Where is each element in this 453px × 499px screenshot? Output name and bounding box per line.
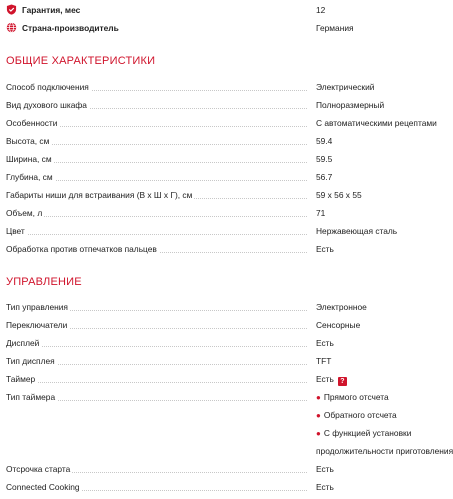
dotted-leader: [6, 346, 307, 347]
spec-row: [0, 222, 453, 240]
spec-row: [0, 96, 453, 114]
spec-label: Тип дисплея: [6, 352, 57, 370]
spec-row: [0, 334, 453, 352]
spec-label: Дисплей: [6, 334, 41, 352]
bullet-icon: ●: [316, 393, 321, 402]
spec-label: Гарантия, мес: [22, 1, 82, 19]
bullet-icon: ●: [316, 429, 321, 438]
spec-label: Отсрочка старта: [6, 460, 72, 478]
timer-option: ● Обратного отсчета: [316, 410, 397, 420]
spec-value: Есть: [316, 244, 334, 254]
spec-value-group: [316, 370, 347, 388]
spec-value: Электрический: [316, 82, 375, 92]
dotted-leader: [6, 382, 307, 383]
spec-row-warranty: [0, 1, 453, 19]
spec-label: Особенности: [6, 114, 59, 132]
spec-value: 59.4: [316, 136, 333, 146]
spec-label: Переключатели: [6, 316, 69, 334]
spec-row: [0, 460, 453, 478]
spec-label: Способ подключения: [6, 78, 91, 96]
bullet-icon: ●: [316, 411, 321, 420]
spec-value: Полноразмерный: [316, 100, 385, 110]
shield-check-icon: [6, 4, 17, 15]
spec-label: Глубина, см: [6, 168, 55, 186]
spec-value: 59.5: [316, 154, 333, 164]
spec-label: Высота, см: [6, 132, 51, 150]
spec-row: [0, 132, 453, 150]
spec-value: Сенсорные: [316, 320, 361, 330]
globe-icon: [6, 22, 17, 33]
spec-label: Таймер: [6, 370, 37, 388]
spec-value: Электронное: [316, 302, 367, 312]
spec-row: [0, 150, 453, 168]
spec-label: Ширина, см: [6, 150, 54, 168]
spec-value: 71: [316, 208, 326, 218]
spec-row: [0, 168, 453, 186]
spec-label: Тип таймера: [6, 388, 57, 406]
spec-value: TFT: [316, 356, 332, 366]
spec-value: С автоматическими рецептами: [316, 118, 437, 128]
spec-label: Обработка против отпечатков пальцев: [6, 240, 159, 258]
timer-option-continuation: продолжительности приготовления: [316, 446, 453, 456]
spec-row: [0, 114, 453, 132]
spec-value: Есть: [316, 464, 334, 474]
spec-row-timer: [0, 370, 453, 388]
spec-row: [0, 186, 453, 204]
spec-value: 56.7: [316, 172, 333, 182]
spec-label: Connected Cooking: [6, 478, 82, 496]
timer-option: ● С функцией установки: [316, 428, 412, 438]
section-heading-general: ОБЩИЕ ХАРАКТЕРИСТИКИ: [6, 55, 156, 67]
help-icon[interactable]: ?: [338, 377, 347, 386]
spec-label: Объем, л: [6, 204, 44, 222]
spec-row-timer-type: [0, 388, 453, 406]
spec-value: 59 x 56 x 55: [316, 190, 362, 200]
timer-option: ● Прямого отсчета: [316, 392, 389, 402]
dotted-leader: [6, 234, 307, 235]
spec-label: Тип управления: [6, 298, 70, 316]
spec-row: [0, 352, 453, 370]
spec-label: Габариты ниши для встраивания (В x Ш x Г), см: [6, 186, 194, 204]
spec-value: Есть: [316, 338, 334, 348]
section-heading-control: УПРАВЛЕНИЕ: [6, 276, 82, 288]
spec-value: Есть: [316, 374, 334, 384]
spec-row-country: [0, 19, 453, 37]
spec-value: Есть: [316, 482, 334, 492]
spec-row: [0, 316, 453, 334]
spec-value: Германия: [316, 23, 354, 33]
spec-label: Цвет: [6, 222, 27, 240]
spec-label: Страна-производитель: [22, 19, 121, 37]
spec-row: [0, 478, 453, 496]
spec-row: [0, 204, 453, 222]
spec-value: Нержавеющая сталь: [316, 226, 398, 236]
spec-row: [0, 240, 453, 258]
spec-row: [0, 78, 453, 96]
spec-value: 12: [316, 5, 326, 15]
dotted-leader: [6, 216, 307, 217]
spec-row: [0, 298, 453, 316]
spec-label: Вид духового шкафа: [6, 96, 89, 114]
